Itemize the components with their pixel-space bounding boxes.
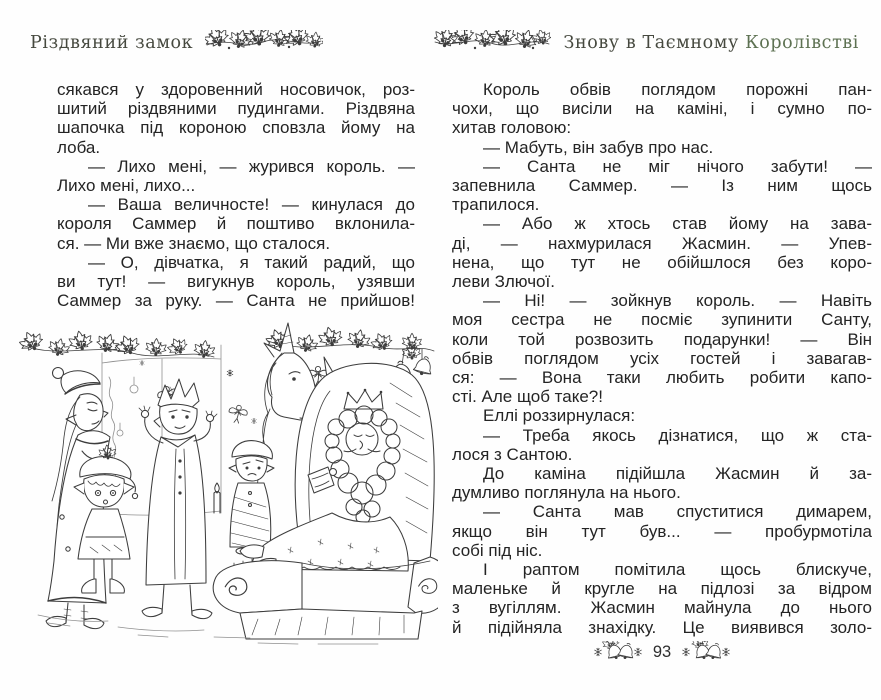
text-line: — Або ж хтось став йому на зава- (483, 214, 872, 234)
text-line: чохи, що висіли на каміні, і сумно по- (452, 99, 872, 119)
text-line: Король обвів поглядом порожні пан- (483, 80, 872, 99)
text-line: Саммер за руку. — Санта не прийшов! (57, 291, 415, 311)
text-line: ви тут! — вигукнув король, узявши (57, 272, 415, 292)
text-line: трапилося. (452, 195, 540, 215)
text-line: — Ні! — зойкнув король. — Навіть (483, 291, 872, 311)
text-line: хитав головою: (452, 118, 572, 138)
text-line: Лихо мені, лихо... (57, 176, 196, 196)
text-line: моя сестра не посміє зупинити Санту, (452, 310, 872, 330)
text-line: нена, що тут не обійшлося без коро- (452, 252, 872, 272)
text-line: леви Злючої. (452, 272, 555, 292)
text-line: ді, — нахмурилася Жасмин. — Упев- (452, 233, 872, 253)
book-title-accent: Королівстві (745, 33, 859, 53)
right-running-head-title (563, 33, 859, 53)
text-line: — Санта не міг нічого забути! — (483, 156, 872, 176)
gnome (229, 441, 274, 554)
holly-garland-icon (205, 30, 323, 56)
text-line: з вугіллям. Жасмин майнула до нього (452, 598, 872, 618)
holly-garland-icon (433, 30, 551, 56)
text-line: — Санта мав спуститися димарем, (483, 502, 872, 522)
text-line: лоба. (57, 137, 101, 157)
fairy-icon (227, 404, 248, 425)
text-line: сті. Але щоб таке?! (452, 387, 603, 407)
bells-ornament-icon (592, 641, 644, 663)
book-title-prefix: Знову в Таємному (563, 33, 739, 53)
text-line: обвів поглядом усіх гостей і завагав- (452, 348, 872, 368)
text-line: собі під ніс. (452, 540, 543, 560)
left-running-head (30, 27, 323, 59)
text-line: — Мабуть, він забув про нас. (483, 137, 714, 157)
text-line: якщо він тут був... — пробурмотіла (452, 521, 872, 541)
text-line: — О, дівчатка, я такий радий, що (88, 252, 415, 272)
text-line: короля Саммер й поштиво вклонила- (57, 214, 415, 234)
text-line: й підійняла знахідку. Це виявився золо- (452, 617, 872, 637)
text-line: думливо поглянула на нього. (452, 483, 681, 503)
text-line: — Ваша величносте! — кинулася до (88, 195, 415, 215)
text-line: лося з Сантою. (452, 444, 573, 464)
text-line: ся: — Вона таки любить робити капо- (452, 368, 872, 388)
left-running-head-title: Різдвяний замок (30, 33, 194, 53)
text-line: І раптом помітила щось блискуче, (483, 560, 872, 580)
page-footer (452, 640, 872, 664)
page-number: 93 (652, 642, 672, 661)
text-line: шапочка під короною сповзла йому на (57, 118, 415, 138)
text-line: ся. — Ми вже знаємо, що сталося. (57, 233, 331, 253)
text-line: — Треба якось дізнатися, що ж ста- (483, 425, 872, 445)
throne-room-illustration (18, 317, 438, 655)
text-line: маленьке й кругле на підлозі за відром (452, 579, 872, 599)
left-text-column (57, 80, 415, 310)
text-line: коли той розвозить подарунки! — Він (452, 329, 872, 349)
prince-boy (139, 379, 217, 619)
text-line: запевнила Саммер. — Із ним щось (452, 176, 872, 196)
right-running-head (433, 27, 859, 59)
text-line: сякався у здоровенний носовичок, роз- (57, 80, 415, 99)
right-text-column (452, 80, 872, 637)
candle-icon (214, 483, 220, 513)
text-line: шитий різдвяними пудингами. Різдвяна (57, 99, 415, 119)
text-line: — Лихо мені, — журився король. — (88, 156, 415, 176)
text-line: Еллі роззирнулася: (483, 406, 636, 426)
bells-ornament-icon (680, 641, 732, 663)
text-line: До каміна підійшла Жасмин й за- (483, 464, 872, 484)
